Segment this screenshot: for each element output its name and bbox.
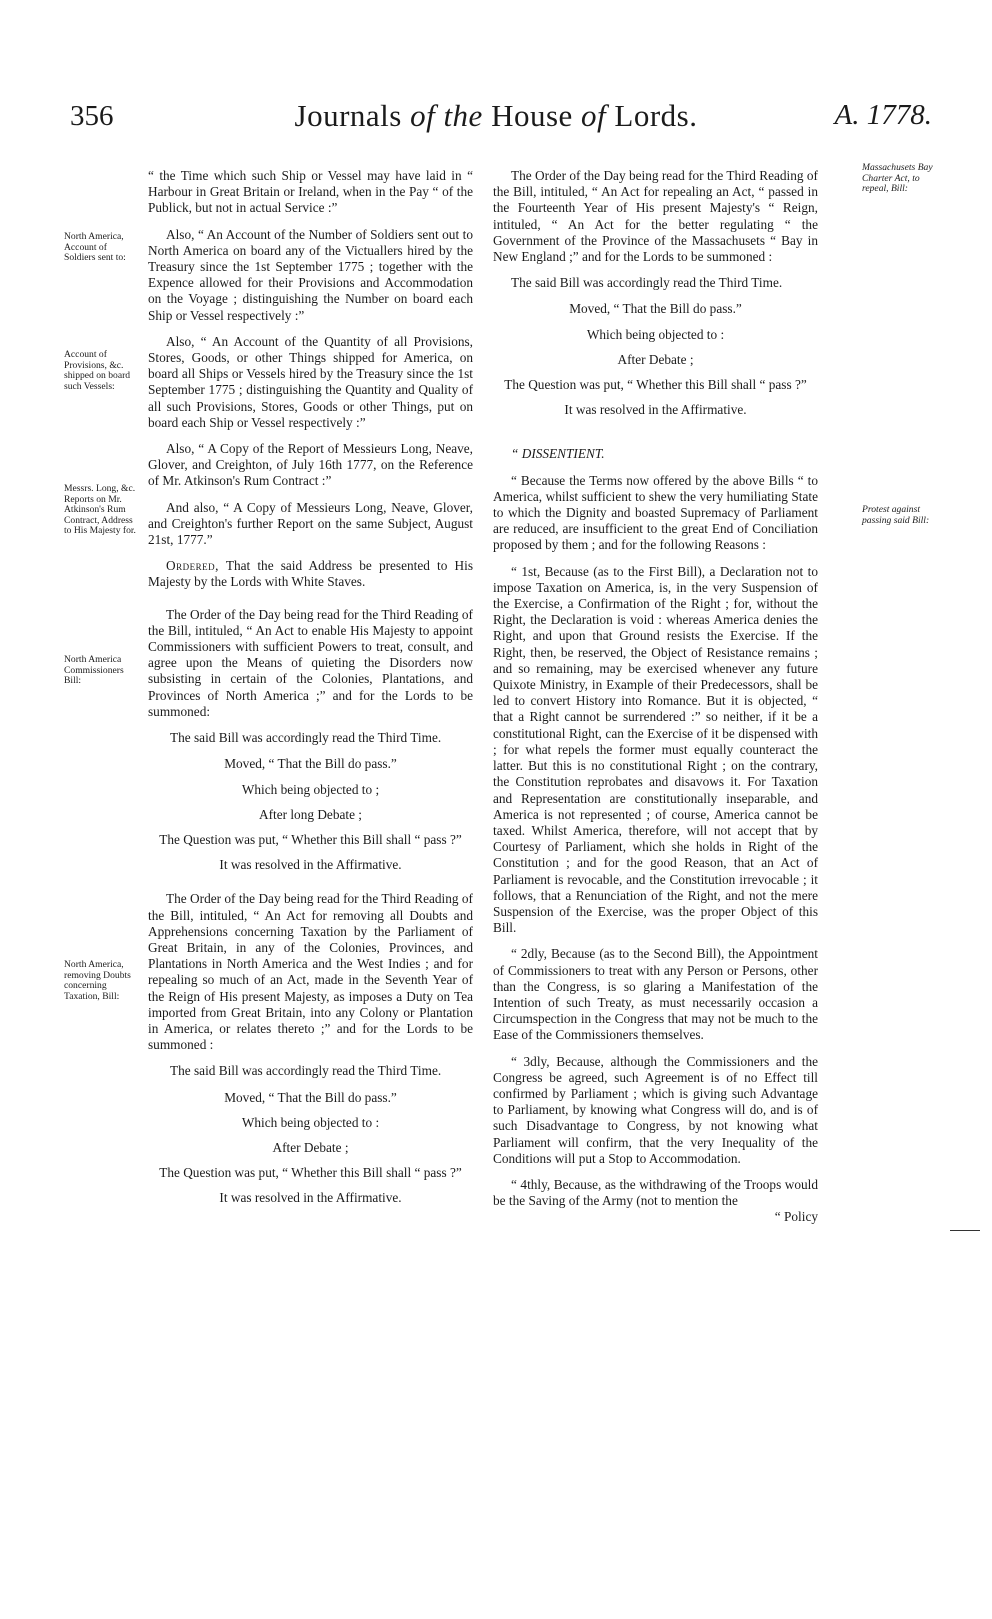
ordered-text: That the said Address be presented to His Majesty by the Lords with White Staves. — [148, 558, 473, 590]
margin-note-massachusetts: Massachusets Bay Charter Act, to repeal, Bill: — [862, 162, 933, 194]
margin-note-commissioners: North America Commissioners Bill: — [64, 654, 124, 686]
title-lords: Lords. — [614, 98, 698, 133]
left-moved2: Moved, “ That the Bill do pass.” — [224, 1089, 397, 1105]
margin-note-taxation: North America, removing Doubts concerning Taxation, Bill: — [64, 959, 131, 1002]
margin-note-protest: Protest against passing said Bill: — [862, 504, 930, 526]
right-moved: Moved, “ That the Bill do pass.” — [569, 301, 742, 317]
dissent-p1: “ Because the Terms now offered by the above Bills “ to America, whilst sufficient to shew the very humiliating State to which the Dignity and boasted Supremacy of Parliament are reduced, are insufficient to the great End of Conciliation proposed by them ; and for the following Reasons : — [493, 472, 818, 553]
margin-smudge — [950, 1230, 980, 1231]
left-question2: The Question was put, “ Whether this Bill shall “ pass ?” — [159, 1165, 462, 1181]
left-column — [148, 168, 473, 1216]
left-p3: Also, “ An Account of the Quantity of all Provisions, Stores, Goods, or other Things shipped for America, on board all Ships or Vessels hired by the Treasury since the 1st September 1775 ; distinguishing the Quantity and Quality of all such Provisions, Stores, Goods or other Things, put on board each Ship or Vessel respectively :” — [148, 333, 473, 430]
left-resolved1: It was resolved in the Affirmative. — [219, 857, 402, 873]
margin-note-provisions: Account of Provisions, &c. shipped on board such Vessels: — [64, 349, 131, 392]
title-house: House — [491, 98, 573, 133]
left-p1: “ the Time which such Ship or Vessel may have laid in “ Harbour in Great Britain or Ireland, when in the Pay “ of the Publick, but not in actual Service :” — [148, 168, 473, 216]
dissent-p3: “ 2dly, Because (as to the Second Bill), the Appointment of Commissioners to treat with any Person or Persons, other than the Congress, is so glaring a Manifestation of the Intention of such Treaty, as must necessarily occasion a Circumspection in the Congress that may not be much to the Ease of the Commissioners themselves. — [493, 946, 818, 1043]
page-number: 356 — [70, 100, 114, 132]
left-read2: The said Bill was accordingly read the Third Time. — [170, 1063, 442, 1079]
dissentient-heading: “ DISSENTIENT. — [511, 446, 605, 462]
dissent-p5: “ 4thly, Because, as the withdrawing of the Troops would be the Saving of the Army (not to mention the — [493, 1176, 818, 1209]
left-debate2: After Debate ; — [272, 1139, 349, 1155]
left-resolved2: It was resolved in the Affirmative. — [219, 1190, 402, 1206]
title-of-the: of the — [410, 98, 483, 133]
dissent-p2: “ 1st, Because (as to the First Bill), a Declaration not to impose Taxation on America, is, in the very Suspension of the Exercise, a Confirmation of the Right ; for, without the Right, the Declaration is void : whereas America denies the Right, and upon that Ground resists the Exercise. If the Right, then, be reserved, the Object of Resistance remains ; and so remaining, may be exercised whenever any future Quixote Ministry, in Example of their Predecessors, shall be led to convert History into Romance. But it is objected, “ that a Right cannot be surrendered :” so neither, if it be a constitutional Right, can the Exercise of it be dispensed with ; for what repels the former must equally counteract the latter. But this is no constitutional Right ; on the contrary, the Constitution reprobates and disavows it. For Taxation and Representation are constitutionally inseparable, and America is not represented ; of course, America cannot be taxed. Whilst America, therefore, will not accept that by Courtesy of Parliament, which she holds in Right of the Constitution ; and for the good Reason, that an Act of Parliament is revocable, and the Constitution irrevocable ; it follows, that a Renunciation of the Right, and not the mere Suspension of the Exercise, was the proper Object of this Bill. — [493, 563, 818, 936]
left-objected2: Which being objected to : — [241, 1114, 380, 1130]
title-of: of — [581, 98, 607, 133]
right-p1: The Order of the Day being read for the Third Reading of the Bill, intituled, “ An Act for repealing an Act, “ passed in the Fourteenth Year of His present Majesty's “ Reign, intituled, “ An Act for the better regulating “ the Government of the Province of the Massachusets “ Bay in New England ;” and for the Lords to be summoned : — [493, 168, 818, 265]
title-journals: Journals — [294, 98, 402, 133]
left-p8: The Order of the Day being read for the Third Reading of the Bill, intituled, “ An Act for removing all Doubts and Apprehensions concerning Taxation by the Parliament of Great Britain, in any of the Colonies, Provinces, and Plantations in North America and the West Indies ; and for repealing so much of an Act, made in the Seventh Year of the Reign of His present Majesty, as imposes a Duty on Tea imported from Great Britain, into any Colony or Plantation in America, or relates thereto ;” and for the Lords to be summoned : — [148, 891, 473, 1053]
margin-note-soldiers: North America, Account of Soldiers sent to: — [64, 231, 126, 263]
left-moved1: Moved, “ That the Bill do pass.” — [224, 756, 397, 772]
right-resolved: It was resolved in the Affirmative. — [564, 402, 747, 418]
left-question1: The Question was put, “ Whether this Bill shall “ pass ?” — [159, 831, 462, 847]
left-p4: Also, “ A Copy of the Report of Messieurs Long, Neave, Glover, and Creighton, of July 16th 1777, on the Reference of Mr. Atkinson's Rum Contract :” — [148, 441, 473, 489]
left-ordered — [148, 558, 473, 590]
left-p2: Also, “ An Account of the Number of Soldiers sent out to North America on board any of the Victuallers hired by the Treasury since the 1st September 1775 ; together with the Expence allowed for their Provisions and Accommodation on the Voyage ; distinguishing the Number on board each Ship or Vessel respectively :” — [148, 226, 473, 323]
catchword: “ Policy — [774, 1209, 818, 1225]
left-debate1: After long Debate ; — [258, 806, 362, 822]
left-objected1: Which being objected to ; — [241, 781, 380, 797]
right-read: The said Bill was accordingly read the Third Time. — [511, 275, 783, 291]
right-question: The Question was put, “ Whether this Bill shall “ pass ?” — [504, 377, 807, 393]
left-read1: The said Bill was accordingly read the Third Time. — [170, 730, 442, 746]
right-debate: After Debate ; — [617, 351, 694, 367]
year: A. 1778. — [834, 99, 932, 131]
right-column — [493, 168, 818, 1226]
dissent-p4: “ 3dly, Because, although the Commissioners and the Congress be agreed, such Agreement is of no Effect till confirmed by Parliament ; which is giving such Advantage to Parliament, by knowing what Congress will do, and is of such Disadvantage to Congress, by not knowing what Parliament will confirm, that the very Inequality of the Conditions will put a Stop to Accommodation. — [493, 1053, 818, 1166]
left-p5: And also, “ A Copy of Messieurs Long, Neave, Glover, and Creighton's further Report on the same Subject, August 21st, 1777.” — [148, 499, 473, 548]
margin-note-reports: Messrs. Long, &c. Reports on Mr. Atkinson's Rum Contract, Address to His Majesty for. — [64, 483, 136, 536]
ordered-word: Ordered, — [166, 558, 219, 574]
left-p7: The Order of the Day being read for the Third Reading of the Bill, intituled, “ An Act to enable His Majesty to appoint Commissioners with sufficient Powers to treat, consult, and agree upon the Means of quieting the Disorders now subsisting in certain of the Colonies, Plantations, and Provinces of North America ;” and for the Lords to be summoned: — [148, 606, 473, 719]
right-objected: Which being objected to : — [586, 326, 725, 342]
